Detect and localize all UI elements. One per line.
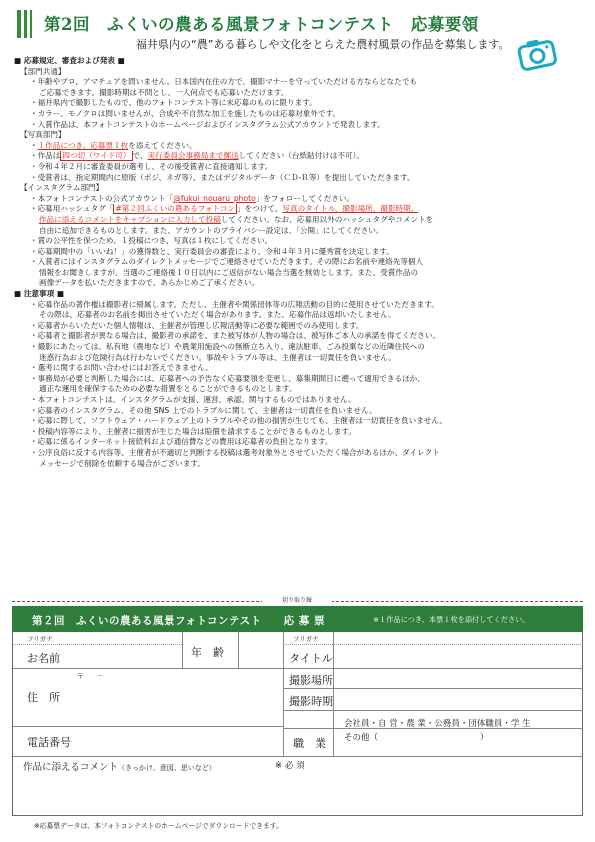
note-line: ・応募者のインスタグラム、その他 SNS 上でのトラブルに関して、主催者は一切責任を負いません。 xyxy=(30,405,377,415)
entry-form-title: 第２回 ふくいの農ある風景フォトコンテスト 応 募 票 xyxy=(32,615,325,627)
rule-line: ・入賞者にはインスタグラムのダイレクトメッセージでご連絡させていただきます。その際にお名前や連絡先等個人 xyxy=(30,257,424,267)
rule-line: ・福井県内で撮影したもので、他のフォトコンテスト等に未応募のものに限ります。 xyxy=(30,98,317,108)
age-label: 年 齢 xyxy=(191,646,224,659)
note-line: メッセージで削除を依頼する場合がございます。 xyxy=(39,458,205,468)
category-common: 【部門共通】 xyxy=(20,66,66,76)
rule-line: ・入賞作品は、本フォトコンテストのホームページおよびインスタグラム公式アカウントで発表します。 xyxy=(30,119,385,129)
postal-mark: 〒 － xyxy=(77,672,103,680)
title-label: タイトル xyxy=(289,652,333,665)
cut-line-label: 切り取り線 xyxy=(262,596,332,605)
entry-form-note: ※１作品につき、本票１枚を添付してください。 xyxy=(373,615,530,624)
rule-line: ・賞の公平性を保つため、１投稿につき、写真は１枚にしてください。 xyxy=(30,236,273,246)
comment-label: 作品に添えるコメント（きっかけ、意図、思いなど） xyxy=(23,762,216,773)
rule-line: 情報をお聞きしますが、当選のご連絡後１０日以内にご返信がない場合当選を無効とします。また、受賞作品の xyxy=(39,267,419,277)
rule-line: ・応募用ハッシュタグ「 #第２回ふくいの農あるフォトコン 」をつけて、写真のタイトル、撮影場所、撮影時期、 xyxy=(30,204,419,214)
note-line: ・撮影にあたっては、私有地（農地など）や農業用施設への無断立ち入り、違法駐車、ごみ投棄などの近隣住民への xyxy=(30,342,425,352)
page-subtitle: 福井県内の“農”ある暮らしや文化をとらえた農村風景の作品を募集します。 xyxy=(136,38,510,51)
category-photo: 【写真部門】 xyxy=(20,130,66,140)
header-accent-bars xyxy=(17,10,37,38)
furigana-label: フリガナ xyxy=(27,635,53,643)
note-line: ・応募作品の著作権は撮影者に帰属します。ただし、主催者や関係団体等の広報活動の目的に使用させていただきます。 xyxy=(30,299,439,309)
category-instagram: 【インスタグラム部門】 xyxy=(20,183,104,193)
note-line: ・選考に関するお問い合わせにはお答えできません。 xyxy=(30,363,213,373)
note-line: ・応募に係るインターネット接続料および通信費などの費用は応募者の負担となります。 xyxy=(30,437,333,447)
note-line: ・応募者からいただいた個人情報は、主催者が管理し広報活動等に必要な範囲でのみ使用します。 xyxy=(30,320,364,330)
rule-line: 自由に追加できるものとします。また、アカウントのプライバシー設定は、「公開」にしてください。 xyxy=(39,225,384,235)
note-line: ・応募に際して、ソフトウェア・ハードウェア上のトラブルやその他の損害が生じても、主催者は一切責任を負いません。 xyxy=(30,416,448,426)
footnote: ※応募票データは、本フォトコンテストのホームページでダウンロードできます。 xyxy=(34,822,283,830)
occupation-label: 職 業 xyxy=(293,737,326,750)
rule-line: 画像データを払いただきますので、あらかじめご了承ください。 xyxy=(39,278,260,288)
entry-form xyxy=(12,632,583,816)
rule-line: ・令和４年２月に審査委員が選考し、その後受賞者に直接通知します。 xyxy=(30,161,273,171)
shooting-place-label: 撮影場所 xyxy=(289,674,333,687)
furigana-label: フリガナ xyxy=(293,635,319,643)
section-heading-notes: ■ 注意事項 ■ xyxy=(14,289,65,299)
rule-line: 作品に添えるコメントをキャプションに入力して投稿してください。なお、応募用以外のハッシュタグやコメントを xyxy=(39,214,434,224)
name-label: お名前 xyxy=(27,652,60,665)
section-heading-rules: ■ 応募規定、審査および発表 ■ xyxy=(14,56,125,65)
note-line: その際は、応募者のお名前を掲出させていただく場合があります。また、応募作品は返却いたしません。 xyxy=(39,310,396,320)
page-title: 第2回 ふくいの農ある風景フォトコンテスト 応募要領 xyxy=(44,15,479,34)
address-label: 住 所 xyxy=(27,691,60,704)
rule-line: ・カラー、モノクロは問いませんが、合成や不自然な加工を施したものは応募対象外です。 xyxy=(30,108,341,118)
phone-label: 電話番号 xyxy=(27,736,71,749)
entry-form-header xyxy=(12,606,583,632)
shooting-period-label: 撮影時期 xyxy=(289,695,333,708)
rule-line: ・１作品につき、応募票１枚を添えてください。 xyxy=(30,140,197,150)
required-mark: ※ 必 須 xyxy=(275,761,305,771)
note-line: 迷惑行為および危険行為は行わないでください。事故やトラブル等は、主催者は一切責任を負いません。 xyxy=(39,352,396,362)
rule-line: ・作品は 四つ切（ワイド可） で、実行委員会事務局まで郵送してください（台紙貼付けは不可）。 xyxy=(30,151,364,161)
note-line: ・応募者と撮影者が異なる場合は、撮影者の承諾を、また被写体が人物の場合は、被写体ご本人の承諾を得てください。 xyxy=(30,331,441,341)
occupation-options[interactable]: 会社員・自 営・農 業・公務員・団体職員・学 生 xyxy=(344,719,531,729)
occupation-other[interactable]: その他（ ） xyxy=(344,733,489,743)
rule-line: ・本フォトコンテストの公式アカウント「@fukui_nouaru_photo」をフォローしてください。 xyxy=(30,193,355,203)
note-line: ・投稿内容等により、主催者に損害が生じた場合は賠償を請求することができるものとします。 xyxy=(30,426,356,436)
rule-line: ・年齢やプロ、アマチュアを問いません。日本国内在住の方で、撮影マナーを守っていただける方ならどなたでも xyxy=(30,77,418,87)
note-line: ・公序良俗に反する内容等、主催者が不適切と判断する投稿は選考対象外とさせていただく場合があるほか、ダイレクト xyxy=(30,447,440,457)
rule-line: ・受賞者は、指定期間内に原版（ポジ、ネガ等）、またはデジタルデータ（ＣＤ-Ｒ等）を提出していただきます。 xyxy=(30,172,415,182)
rule-line: ご応募できます。撮影時期は不問とし、一人何点でも応募いただけます。 xyxy=(39,87,289,97)
rule-line: ・応募期間中の「いいね！」の獲得数と、実行委員会の審査により、令和４年３月に優秀賞を決定します。 xyxy=(30,246,394,256)
note-line: ・事務局が必要と判断した場合には、応募者への予告なく応募要領を変更し、募集期間日に遡って適用できるほか、 xyxy=(30,373,425,383)
note-line: ・本フォトコンテストは、インスタグラムが支援、運営、承認、関与するものではありません。 xyxy=(30,395,356,404)
note-line: 適正な運用を確保するための必要な措置をとることができるものとします。 xyxy=(39,384,297,394)
guidelines-content xyxy=(14,56,582,469)
